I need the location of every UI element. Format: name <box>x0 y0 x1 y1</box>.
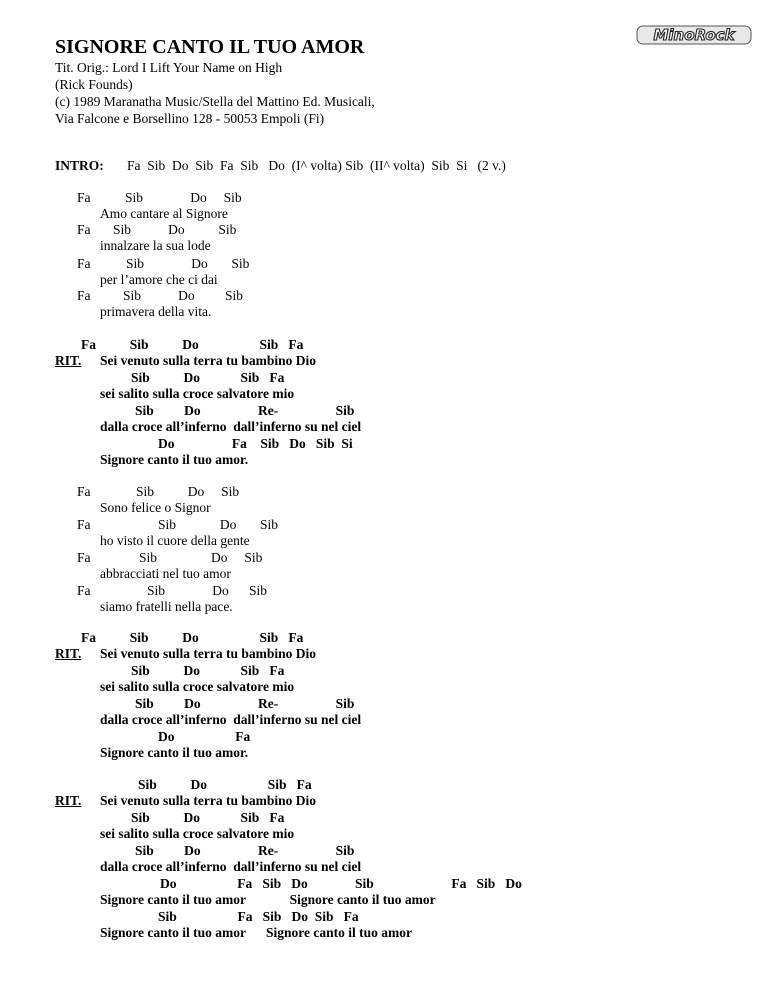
chorus-label: RIT. <box>55 353 82 368</box>
lyric-line: ho visto il cuore della gente <box>100 533 250 548</box>
minorock-logo <box>636 24 754 46</box>
copyright: (c) 1989 Maranatha Music/Stella del Mattino Ed. Musicali, <box>55 94 375 109</box>
chord-lead: Fa <box>77 517 91 532</box>
lyric-line: Signore canto il tuo amor Signore canto il tuo amor <box>100 925 412 940</box>
lyric-line: Sei venuto sulla terra tu bambino Dio <box>100 353 317 368</box>
lyric-line: innalzare la sua lode <box>100 238 211 253</box>
chord-line: Sib Do Re- Sib <box>135 403 355 418</box>
lyric-line: abbracciati nel tuo amor <box>100 566 231 581</box>
chord-line: Sib Do Sib <box>126 256 250 271</box>
chord-lead: Fa <box>77 484 91 499</box>
chord-line: Do Fa Sib Do Sib Fa Sib Do <box>160 876 522 891</box>
chord-line: Sib Fa Sib Do Sib Fa <box>158 909 359 924</box>
chord-line: Sib Do Sib <box>147 583 268 598</box>
lyric-line: per l’amore che ci dai <box>100 272 218 287</box>
lyric-line: Sei venuto sulla terra tu bambino Dio <box>100 646 317 661</box>
chord-line: Sib Do Sib <box>139 550 263 565</box>
chord-line: Do Fa <box>158 729 251 744</box>
chord-line: Do Fa Sib Do Sib Si <box>158 436 353 451</box>
intro-chords: Fa Sib Do Sib Fa Sib Do (I^ volta) Sib (II^ volta) Sib Si (2 v.) <box>127 158 506 173</box>
chorus-label: RIT. <box>55 793 82 808</box>
chorus-label: RIT. <box>55 646 82 661</box>
chord-lead: Fa <box>77 222 91 237</box>
chord-line: Sib Do Sib <box>113 222 237 237</box>
lyric-line: sei salito sulla croce salvatore mio <box>100 386 295 401</box>
original-title: Tit. Orig.: Lord I Lift Your Name on High <box>55 60 283 75</box>
chord-line: Sib Do Re- Sib <box>135 696 355 711</box>
chord-line: Sib Do Sib <box>123 288 244 303</box>
chord-line: Sib Do Sib Fa <box>131 810 285 825</box>
address: Via Falcone e Borsellino 128 - 50053 Empoli (Fi) <box>55 111 325 126</box>
chord-line: Sib Do Re- Sib <box>135 843 355 858</box>
author: (Rick Founds) <box>55 77 133 92</box>
chord-line: Sib Do Sib Fa <box>131 370 285 385</box>
lyric-line: Amo cantare al Signore <box>100 206 228 221</box>
chord-line: Fa Sib Do Sib Fa <box>81 337 304 352</box>
lyric-line: sei salito sulla croce salvatore mio <box>100 679 295 694</box>
lyric-line: Signore canto il tuo amor Signore canto il tuo amor <box>100 892 436 907</box>
lyric-line: Signore canto il tuo amor. <box>100 452 249 467</box>
chord-lead: Fa <box>77 550 91 565</box>
lyric-line: dalla croce all’inferno dall’inferno su nel ciel <box>100 712 362 727</box>
lyric-line: siamo fratelli nella pace. <box>100 599 233 614</box>
chord-lead: Fa <box>77 583 91 598</box>
lyric-line: sei salito sulla croce salvatore mio <box>100 826 295 841</box>
chord-lead: Fa <box>77 288 91 303</box>
lyric-line: dalla croce all’inferno dall’inferno su nel ciel <box>100 419 362 434</box>
chord-line: Sib Do Sib <box>136 484 240 499</box>
lyric-line: Sei venuto sulla terra tu bambino Dio <box>100 793 317 808</box>
chord-lead: Fa <box>77 256 91 271</box>
intro-label: INTRO: <box>55 158 104 173</box>
lyric-line: Sono felice o Signor <box>100 500 211 515</box>
song-title: SIGNORE CANTO IL TUO AMOR <box>55 36 365 58</box>
lyric-line: dalla croce all’inferno dall’inferno su nel ciel <box>100 859 362 874</box>
chord-line: Sib Do Sib Fa <box>138 777 312 792</box>
lyric-line: Signore canto il tuo amor. <box>100 745 249 760</box>
chord-line: Sib Do Sib Fa <box>131 663 285 678</box>
chord-line: Sib Do Sib <box>158 517 279 532</box>
chord-line: Fa Sib Do Sib Fa <box>81 630 304 645</box>
lyric-line: primavera della vita. <box>100 304 212 319</box>
chord-line: Sib Do Sib <box>125 190 242 205</box>
svg-text:MinoRock: MinoRock <box>653 26 735 44</box>
song-credits <box>55 59 375 127</box>
chord-lead: Fa <box>77 190 91 205</box>
